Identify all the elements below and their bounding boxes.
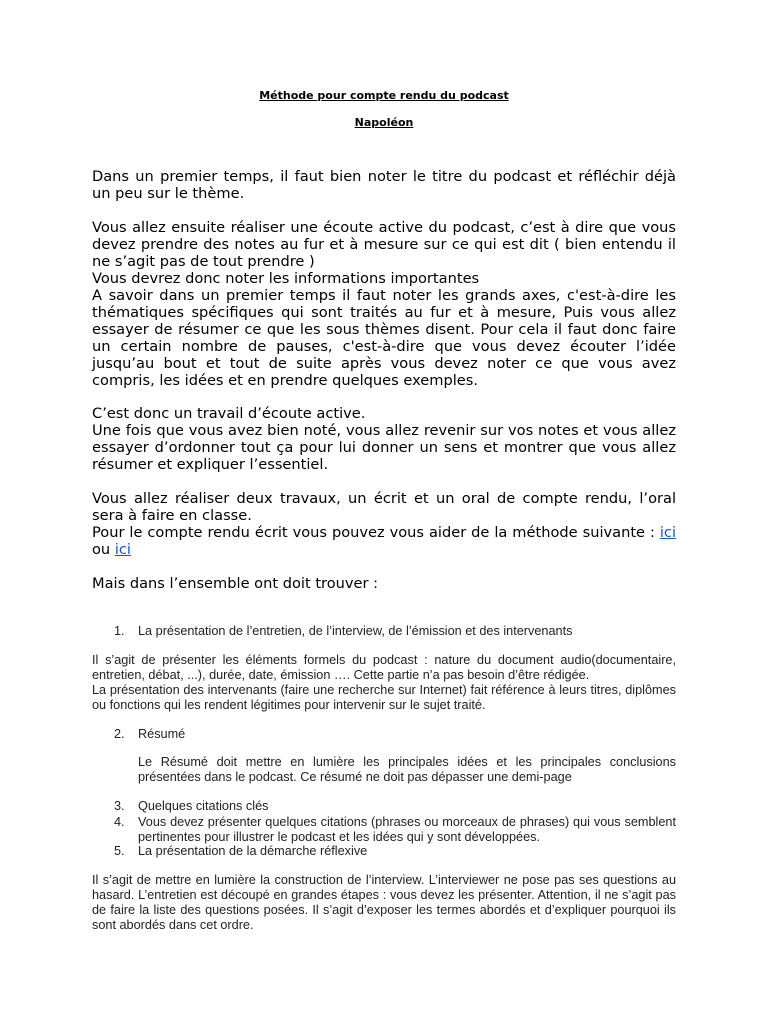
paragraph-intro [92,168,676,202]
list-number: 3. [114,799,125,813]
paragraph-1: Dans un premier temps, il faut bien noter le titre du podcast et réfléchir déjà un peu sur le thème. [92,168,676,202]
list-item-text: La présentation de l’entretien, de l’interview, de l’émission et des intervenants [138,624,573,638]
resume-note [138,755,676,785]
list-number: 2. [114,727,125,741]
paragraph-work [92,490,676,558]
paragraph-5: C’est donc un travail d’écoute active. [92,405,366,422]
list-item [114,815,676,847]
paragraph-6: Une fois que vous avez bien noté, vous allez revenir sur vos notes et vous allez essayer d’ordonner tout ça pour lui donner un sens et montrer que vous allez résumer et expliquer l’essentiel. [92,422,676,473]
document-subtitle: Napoléon [354,116,414,129]
paragraph-7: Vous allez réaliser deux travaux, un écrit et un oral de compte rendu, l’oral sera à faire en classe. [92,490,676,524]
reflexive-note-text: Il s’agit de mettre en lumière la construction de l’interview. L’interviewer ne pose pas ses questions au hasard. L’entretien est découpé en grandes étapes : vous devez les présenter. Attention, il ne s’agit pas de faire la liste des questions posées. Il s’agit d’exposer les termes abordés et d’expliquer pourquoi ils sont abordés dans cet ordre. [92,873,676,932]
paragraph-8-text: Pour le compte rendu écrit vous pouvez vous aider de la méthode suivante : [92,524,660,541]
resume-note-text: Le Résumé doit mettre en lumière les principales idées et les principales conclusions présentées dans le podcast. Ce résumé ne doit pas dépasser une demi-page [138,755,676,784]
reflexive-note [92,873,676,933]
paragraph-listening [92,219,676,389]
paragraph-9: Mais dans l’ensemble ont doit trouver : [92,575,379,592]
paragraph-3: Vous devrez donc noter les informations importantes [92,270,480,287]
document-title: Méthode pour compte rendu du podcast [259,89,509,102]
paragraph-active [92,405,676,473]
presentation-note-1: Il s’agit de présenter les éléments formels du podcast : nature du document audio(documentaire, entretien, débat, ...), durée, date, émission …. Cette partie n’a pas besoin d’être rédigée. [92,653,676,682]
list-item [114,624,676,640]
list-item-text: Résumé [138,727,186,741]
list-item-text: Quelques citations clés [138,799,269,813]
paragraph-8 [92,524,676,558]
list-item-text: La présentation de la démarche réflexive [138,844,368,858]
paragraph-summary-intro [92,575,676,592]
paragraph-2: Vous allez ensuite réaliser une écoute active du podcast, c’est à dire que vous devez prendre des notes au fur et à mesure sur ce qui est dit ( bien entendu il ne s’agit pas de tout prendre ) [92,219,676,270]
method-link-2[interactable]: ici [114,541,131,558]
list-item [114,727,676,743]
presentation-note-2: La présentation des intervenants (faire une recherche sur Internet) fait référence à leurs titres, diplômes ou fonctions qui les rendent légitimes pour intervenir sur le sujet traité. [92,683,676,712]
list-item [114,799,676,815]
list-number: 1. [114,624,125,638]
method-link-1[interactable]: ici [659,524,676,541]
paragraph-4: A savoir dans un premier temps il faut noter les grands axes, c'est-à-dire les thématiques spécifiques qui sont traités au fur et à mesure, Puis vous allez essayer de résumer ce que les sous thèmes disent. Pour cela il faut donc faire un certain nombre de pauses, c'est-à-dire que vous devez écouter l’idée jusqu’au bout et tout de suite après vous devez noter ce que vous avez compris, les idées et en prendre quelques exemples. [92,287,676,389]
list-number: 4. [114,815,125,829]
list-number: 5. [114,844,125,858]
list-item-text: Vous devez présenter quelques citations (phrases ou morceaux de phrases) qui vous semblent pertinentes pour illustrer le podcast et les idées qui y sont développées. [138,815,676,844]
presentation-notes [92,653,676,713]
list-item [114,844,676,860]
paragraph-8-or: ou [92,541,115,558]
